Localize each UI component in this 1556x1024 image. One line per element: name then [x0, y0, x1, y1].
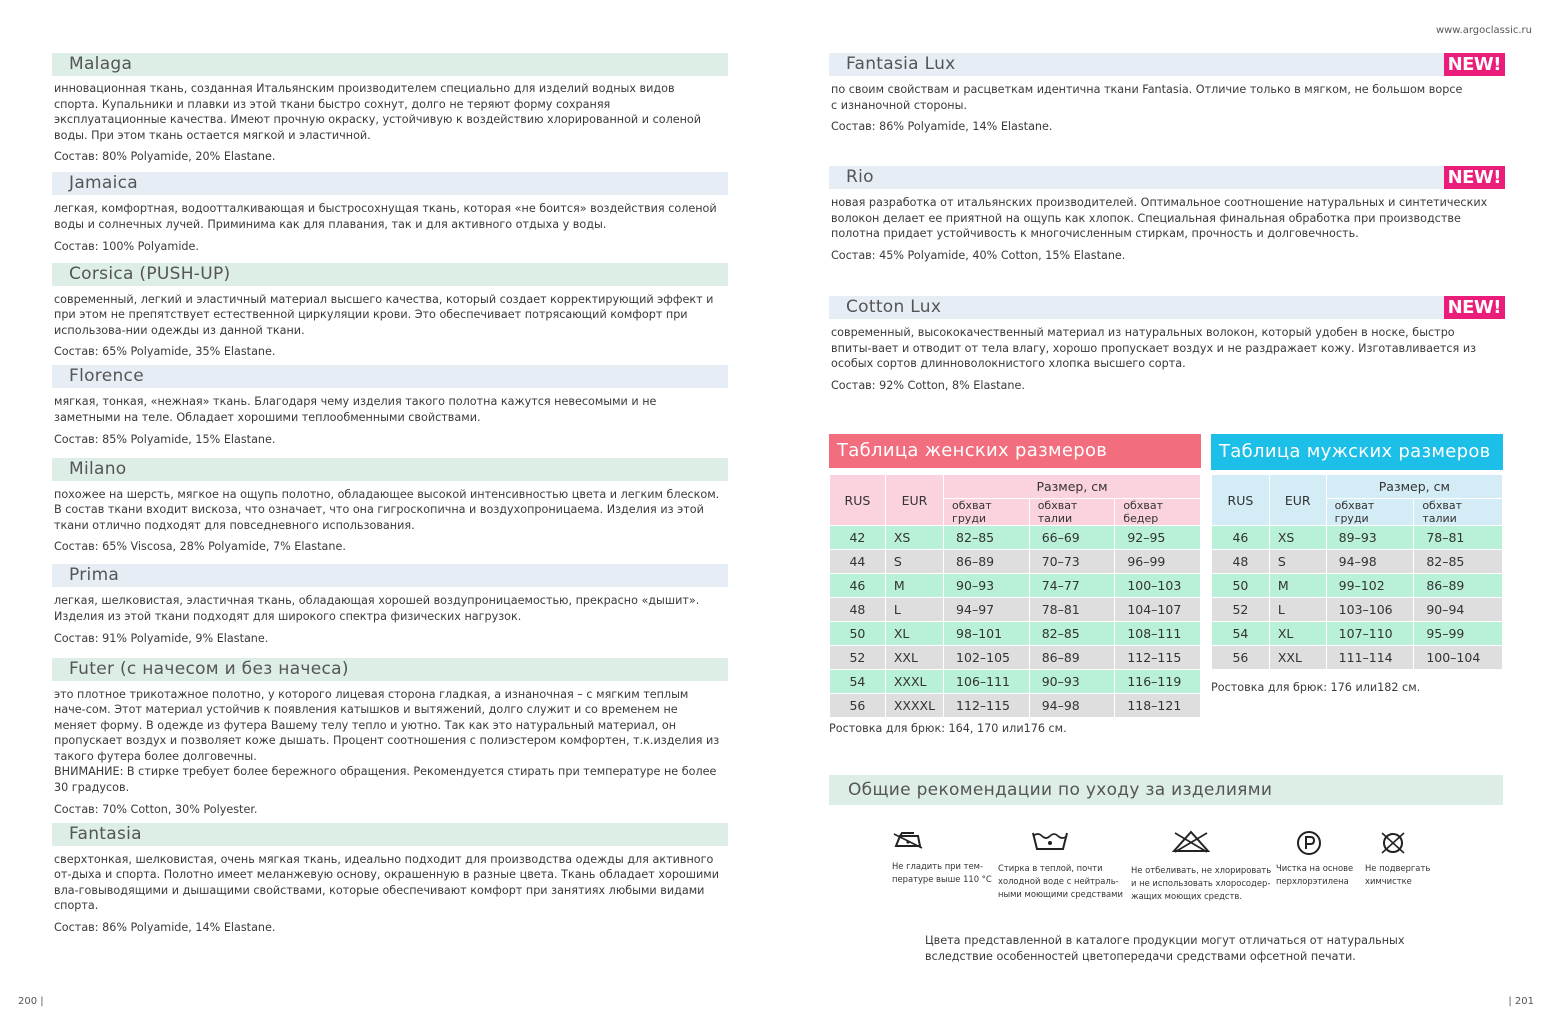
care-text-line: пературе выше 110 °С	[892, 874, 992, 884]
men-trouser-length-note: Ростовка для брюк: 176 или182 см.	[1211, 681, 1421, 694]
care-item-dry-clean	[1276, 830, 1353, 888]
size-cell: 100–104	[1414, 646, 1503, 670]
col-header-hips: обхват бедер	[1115, 499, 1201, 526]
size-cell: 107–110	[1326, 622, 1414, 646]
care-section-title: Общие рекомендации по уходу за изделиями	[829, 775, 1503, 805]
care-item-no-iron	[892, 830, 992, 886]
fabric-description: новая разработка от итальянских производителей. Оптимальное соотношение натуральных и синтетических волокон делает ее приятной на ощупь как хлопок. Специальная финальная обработка при производстве полотна придает устойчивость к многочисленным стиркам, прочность и долговечность.	[831, 196, 1488, 241]
size-cell: XXXXL	[885, 694, 943, 718]
care-text-line: Не отбеливать, не хлорировать	[1131, 865, 1272, 875]
size-cell: 90–93	[944, 574, 1030, 598]
col-header-rus: RUS	[1212, 475, 1270, 526]
fabric-rio	[829, 166, 1505, 263]
fabric-fantasia	[52, 823, 728, 935]
size-cell: 86–89	[1414, 574, 1503, 598]
fabric-composition: Состав: 92% Cotton, 8% Elastane.	[831, 378, 1025, 392]
men-size-table	[1211, 434, 1503, 670]
size-cell: 104–107	[1115, 598, 1201, 622]
fabric-description: сверхтонкая, шелковистая, очень мягкая ткань, идеально подходит для производства одежды для активного от-дыха и спорта. Полотно имеет меланжевую основу, окрашенную в разные цвета. Ткань обладает хорошими вла-говыводящими и дышащими свойствами, которые обеспечивают комфорт при занятиях любыми видами спорта.	[54, 852, 719, 913]
care-text-line: ными моющими средствами	[998, 889, 1123, 899]
no-bleach-icon	[1171, 830, 1211, 854]
women-sizes-grid	[829, 474, 1201, 718]
fabric-cotton-lux	[829, 296, 1505, 393]
col-header-eur: EUR	[1269, 475, 1326, 526]
care-item-no-chemical-clean	[1365, 830, 1430, 888]
page-number-left: 200 |	[18, 996, 44, 1007]
size-cell: XS	[885, 526, 943, 550]
dry-clean-p-icon	[1296, 830, 1322, 856]
fabric-florence	[52, 365, 728, 446]
fabric-title: Jamaica	[52, 172, 728, 195]
size-cell: 103–106	[1326, 598, 1414, 622]
care-text-line: Чистка на основе	[1276, 863, 1354, 873]
col-header-chest: обхват груди	[944, 499, 1030, 526]
fabric-title	[829, 166, 1505, 189]
fabric-title-text: Rio	[846, 167, 874, 188]
size-cell: 44	[830, 550, 886, 574]
size-cell: M	[1269, 574, 1326, 598]
size-cell: 54	[830, 670, 886, 694]
disclaimer-line: Цвета представленной в каталоге продукции могут отличаться от натуральных	[925, 934, 1405, 947]
fabric-description: легкая, комфортная, водоотталкивающая и быстросохнущая ткань, которая «не боится» воздействия соленой воды и солнечных лучей. Приминима как для плавания, так и для активного отдыха у воды.	[54, 202, 717, 231]
size-cell: 112–115	[944, 694, 1030, 718]
size-cell: XXL	[885, 646, 943, 670]
size-cell: 54	[1212, 622, 1270, 646]
care-item-warm-wash	[998, 830, 1123, 901]
size-cell: L	[885, 598, 943, 622]
size-cell: 111–114	[1326, 646, 1414, 670]
size-cell: 99–102	[1326, 574, 1414, 598]
col-header-size: Размер, см	[1326, 475, 1502, 499]
col-header-rus: RUS	[830, 475, 886, 526]
size-cell: 106–111	[944, 670, 1030, 694]
color-disclaimer	[925, 933, 1404, 965]
fabric-description: похожее на шерсть, мягкое на ощупь полотно, обладающее высокой интенсивностью цвета и легким блеском. В состав ткани входит вискоза, что означает, что она гигроскопична и воздухопроницаема. Изделия из этой ткани отлично подходят для повседневного использования.	[54, 487, 720, 532]
fabric-composition: Состав: 85% Polyamide, 15% Elastane.	[54, 432, 276, 446]
new-badge: NEW!	[1444, 296, 1505, 319]
size-cell: 82–85	[1414, 550, 1503, 574]
site-url: www.argoclassic.ru	[1435, 25, 1532, 36]
size-cell: XL	[885, 622, 943, 646]
fabric-composition: Состав: 45% Polyamide, 40% Cotton, 15% Elastane.	[831, 248, 1126, 262]
size-cell: 98–101	[944, 622, 1030, 646]
no-iron-icon	[892, 830, 926, 850]
size-cell: 46	[830, 574, 886, 598]
size-cell: 66–69	[1029, 526, 1115, 550]
fabric-title: Florence	[52, 365, 728, 388]
size-cell: S	[885, 550, 943, 574]
col-header-size: Размер, см	[944, 475, 1201, 499]
size-row	[830, 574, 1201, 598]
size-row	[1212, 598, 1503, 622]
size-cell: 82–85	[944, 526, 1030, 550]
men-size-table-title: Таблица мужских размеров	[1211, 434, 1503, 470]
size-cell: 92–95	[1115, 526, 1201, 550]
care-text-line: и не использовать хлоросодер-	[1131, 878, 1271, 888]
size-cell: 86–89	[1029, 646, 1115, 670]
size-cell: 86–89	[944, 550, 1030, 574]
size-row	[830, 622, 1201, 646]
size-cell: S	[1269, 550, 1326, 574]
size-cell: XXXL	[885, 670, 943, 694]
left-fabric-column	[52, 53, 728, 935]
size-row	[1212, 550, 1503, 574]
men-sizes-grid	[1211, 474, 1503, 670]
size-cell: 74–77	[1029, 574, 1115, 598]
size-cell: 90–93	[1029, 670, 1115, 694]
size-cell: 78–81	[1414, 526, 1503, 550]
fabric-description: это плотное трикотажное полотно, у которого лицевая сторона гладкая, а изнаночная – с мягким теплым наче-сом. Этот материал устойчив к появления катышков и вытяжений, долго служит и со временем не меняет форму. В одежде из футера Вашему телу тепло и уютно. Так как это натуральный материал, он пропускает воздух и позволяет коже дышать. Процент соотношения с полиэстером комфортен, т.к.изделия из такого футера более долговечны. ВНИМАНИЕ: В стирке требует более бережного обращения. Рекомендуется стирать при температуре не более 30 градусов.	[54, 687, 720, 795]
fabric-description: инновационная ткань, созданная Итальянским производителем специально для изделий водных видов спорта. Купальники и плавки из этой ткани быстро сохнут, долго не теряют форму сохраняя эксплуатационные качества. Имеют прочную окраску, устойчивую к воздействию хлорированной и соленой воды. При этом ткань остается мягкой и эластичной.	[54, 82, 702, 142]
fabric-title: Milano	[52, 458, 728, 481]
col-header-chest: обхват груди	[1326, 499, 1414, 526]
new-badge: NEW!	[1444, 166, 1505, 189]
fabric-description: по своим свойствам и расцветкам идентична ткани Fantasia. Отличие только в мягком, не большом ворсе с изнаночной стороны.	[831, 83, 1463, 112]
size-row	[1212, 526, 1503, 550]
size-cell: 78–81	[1029, 598, 1115, 622]
size-cell: M	[885, 574, 943, 598]
size-row	[830, 526, 1201, 550]
disclaimer-line: вследствие особенностей цветопередачи средствами офсетной печати.	[925, 950, 1356, 963]
size-cell: XXL	[1269, 646, 1326, 670]
fabric-title: Corsica (PUSH-UP)	[52, 263, 728, 286]
size-cell: 56	[830, 694, 886, 718]
fabric-title-text: Cotton Lux	[846, 296, 942, 317]
fabric-description: мягкая, тонкая, «нежная» ткань. Благодаря чему изделия такого полотна кажутся невесомыми и не заметными на теле. Обладает хорошими теплообменными свойствами.	[54, 395, 657, 424]
size-cell: 52	[1212, 598, 1270, 622]
col-header-eur: EUR	[885, 475, 943, 526]
fabric-title: Futer (с начесом и без начеса)	[52, 658, 728, 681]
size-cell: 94–98	[1029, 694, 1115, 718]
size-row	[830, 598, 1201, 622]
size-cell: 118–121	[1115, 694, 1201, 718]
fabric-prima	[52, 564, 728, 645]
size-cell: 48	[830, 598, 886, 622]
no-chemical-clean-icon	[1379, 830, 1407, 856]
fabric-malaga	[52, 53, 728, 164]
care-text-line: Не гладить при тем-	[892, 861, 983, 871]
care-item-no-bleach	[1131, 830, 1271, 903]
size-cell: 112–115	[1115, 646, 1201, 670]
fabric-title	[829, 296, 1505, 319]
fabric-composition: Состав: 86% Polyamide, 14% Elastane.	[54, 921, 276, 935]
size-row	[830, 550, 1201, 574]
fabric-futer	[52, 658, 728, 817]
care-text-line: Не подвергать	[1365, 863, 1431, 873]
size-cell: 70–73	[1029, 550, 1115, 574]
size-cell: 100–103	[1115, 574, 1201, 598]
care-text-line: холодной воде с нейтраль-	[998, 876, 1119, 886]
size-cell: 96–99	[1115, 550, 1201, 574]
warm-wash-icon	[1030, 830, 1070, 852]
fabric-corsica	[52, 263, 728, 360]
fabric-composition: Состав: 86% Polyamide, 14% Elastane.	[831, 120, 1053, 134]
size-cell: 90–94	[1414, 598, 1503, 622]
size-row	[830, 646, 1201, 670]
size-cell: L	[1269, 598, 1326, 622]
col-header-waist: обхват талии	[1414, 499, 1503, 526]
size-cell: 50	[1212, 574, 1270, 598]
care-text-line: химчистке	[1365, 876, 1412, 886]
size-cell: 50	[830, 622, 886, 646]
size-cell: XL	[1269, 622, 1326, 646]
size-cell: 95–99	[1414, 622, 1503, 646]
fabric-milano	[52, 458, 728, 555]
fabric-title: Prima	[52, 564, 728, 587]
size-cell: 42	[830, 526, 886, 550]
fabric-description: современный, легкий и эластичный материал высшего качества, который создает корректирующий эффект и при этом не препятствует естественной циркуляции крови. Это обеспечивает потрясающий комфорт при использова-нии одежды из данной ткани.	[54, 292, 714, 337]
care-text-line: перхлорэтилена	[1276, 876, 1349, 886]
size-cell: 108–111	[1115, 622, 1201, 646]
fabric-jamaica	[52, 172, 728, 253]
care-text-line: жащих моющих средств.	[1131, 891, 1243, 901]
women-size-table-title: Таблица женских размеров	[829, 434, 1201, 468]
size-cell: 94–97	[944, 598, 1030, 622]
fabric-composition: Состав: 91% Polyamide, 9% Elastane.	[54, 631, 269, 645]
fabric-composition: Состав: 65% Viscosa, 28% Polyamide, 7% Elastane.	[54, 540, 346, 554]
fabric-title-text: Fantasia Lux	[846, 54, 956, 74]
fabric-description: легкая, шелковистая, эластичная ткань, обладающая хорошей воздупроницаемостью, прекрасно «дышит». Изделия из этой ткани подходят для широкого спектра физических нагрузок.	[54, 594, 700, 623]
size-cell: XS	[1269, 526, 1326, 550]
women-size-table	[829, 434, 1201, 718]
size-cell: 89–93	[1326, 526, 1414, 550]
size-cell: 94–98	[1326, 550, 1414, 574]
fabric-description: современный, высококачественный материал из натуральных волокон, который удобен в носке, быстро впиты-вает и отводит от тела влагу, хорошо пропускает воздух и не раздражает кожу. Изготавливается из особых сортов длинноволокнистого хлопка высшего сорта.	[831, 325, 1477, 371]
fabric-composition: Состав: 80% Polyamide, 20% Elastane.	[54, 150, 276, 164]
size-cell: 52	[830, 646, 886, 670]
fabric-fantasia-lux	[829, 53, 1505, 134]
right-fabric-column	[829, 53, 1505, 393]
fabric-composition: Состав: 70% Cotton, 30% Polyester.	[54, 802, 258, 816]
size-row	[830, 670, 1201, 694]
col-header-waist: обхват талии	[1029, 499, 1115, 526]
fabric-title: Malaga	[52, 53, 728, 76]
new-badge: NEW!	[1444, 53, 1505, 76]
fabric-title	[829, 53, 1505, 76]
size-cell: 48	[1212, 550, 1270, 574]
size-cell: 116–119	[1115, 670, 1201, 694]
fabric-composition: Состав: 100% Polyamide.	[54, 239, 199, 253]
care-text-line: Стирка в теплой, почти	[998, 863, 1103, 873]
size-cell: 102–105	[944, 646, 1030, 670]
page-number-right: | 201	[1508, 996, 1534, 1007]
size-cell: 56	[1212, 646, 1270, 670]
women-trouser-length-note: Ростовка для брюк: 164, 170 или176 см.	[829, 722, 1067, 735]
size-cell: 46	[1212, 526, 1270, 550]
size-row	[1212, 574, 1503, 598]
size-cell: 82–85	[1029, 622, 1115, 646]
size-row	[830, 694, 1201, 718]
size-row	[1212, 646, 1503, 670]
size-row	[1212, 622, 1503, 646]
fabric-composition: Состав: 65% Polyamide, 35% Elastane.	[54, 345, 276, 359]
fabric-title: Fantasia	[52, 823, 728, 846]
